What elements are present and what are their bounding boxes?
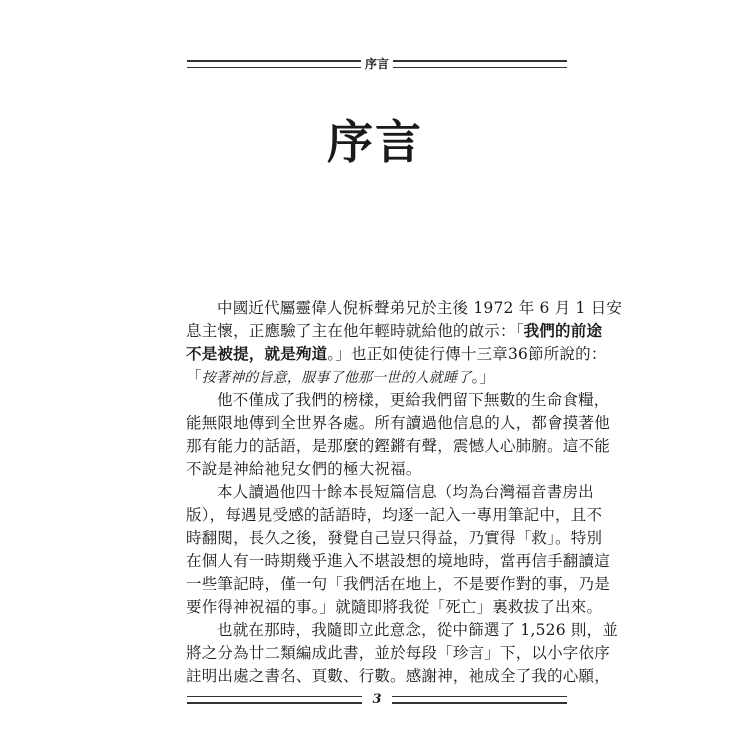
text-run: 註明出處之書名、頁數、行數。感謝神，祂成全了我的心願， [186,667,610,685]
preface-body [186,297,623,688]
text-line [186,412,610,435]
text-line [186,527,603,550]
header-rule-right [393,60,567,68]
text-line [186,573,610,596]
running-footer [187,692,567,707]
text-run: 也就在那時，我隨即立此意念，從中篩選了 1,526 則，並 [217,621,619,639]
text-run: 將之分為廿二類編成此書，並於每段「珍言」下，以小字依序 [186,644,610,662]
text-run: 本人讀過他四十餘本長短篇信息（均為台灣福音書房出 [217,483,594,501]
text-line [186,596,603,619]
text-run: 版），每遇見受感的話語時，均逐一記入一專用筆記中，且不 [186,506,603,524]
text-line [186,389,610,412]
paragraph [186,389,610,481]
text-run: 「 [186,368,202,386]
text-line [186,297,623,320]
text-line [186,343,607,366]
scripture-quote: 按著神的旨意，服事了他那一世的人就睡了 [201,370,472,386]
text-line [186,435,610,458]
text-line [186,550,610,573]
emphasis-text: 不是被提，就是殉道 [186,345,328,363]
page-number: 3 [372,692,382,707]
text-run: 在個人有一時期幾乎進入不堪設想的境地時，當再信手翻讀這 [186,552,610,570]
running-header [187,59,567,69]
text-run: 中國近代屬靈偉人倪柝聲弟兄於主後 1972 年 6 月 1 日安 [217,299,623,317]
text-line [186,366,568,389]
footer-rule-right [392,696,567,704]
text-line [186,504,603,527]
paragraph [186,297,623,389]
page-title: 序言 [327,115,423,169]
text-run: 那有能力的話語，是那麼的鏗鏘有聲，震憾人心肺腑。這不能 [186,437,610,455]
text-run: 他不僅成了我們的榜樣，更給我們留下無數的生命食糧， [217,391,610,409]
text-line [186,320,603,343]
text-line [186,619,619,642]
text-run: 能無限地傳到全世界各處。所有讀過他信息的人，都會摸著他 [186,414,610,432]
text-line [186,481,594,504]
text-line [186,665,610,688]
text-run: 時翻閱，長久之後，發覺自己豈只得益，乃實得「救」。特別 [186,529,603,547]
text-run: 。」也正如使徒行傳十三章36節所說的： [327,345,607,363]
text-run: 。」 [471,368,496,386]
text-run: 一些筆記時，僅一句「我們活在地上，不是要作對的事，乃是 [186,575,610,593]
paragraph [186,619,619,688]
emphasis-text: 我們的前途 [523,322,603,340]
text-line [186,458,568,481]
header-rule-left [187,60,361,68]
paragraph [186,481,610,619]
running-title: 序言 [365,57,390,71]
text-line [186,642,610,665]
footer-rule-left [187,696,362,704]
text-run: 要作得神祝福的事。」就隨即將我從「死亡」裏救拔了出來。 [186,598,603,616]
text-run: 不說是神給祂兒女們的極大祝福。 [186,460,422,478]
text-run: 息主懷，正應驗了主在他年輕時就給他的啟示：「 [186,322,524,340]
